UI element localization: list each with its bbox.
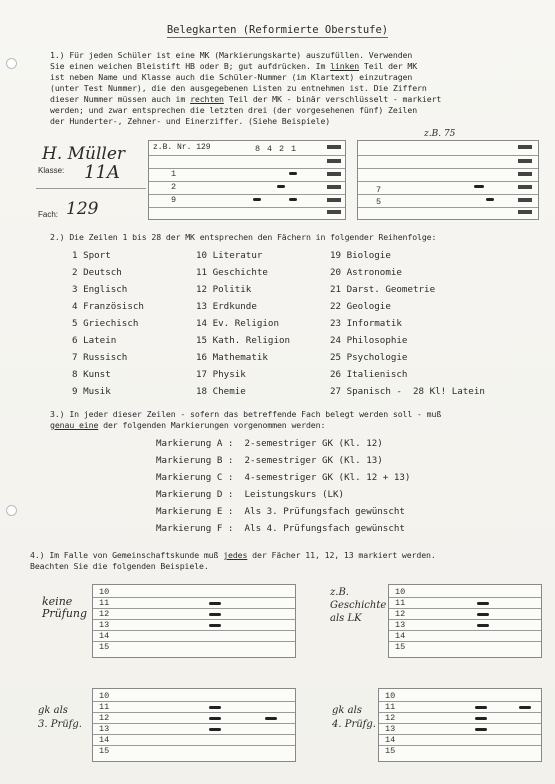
subject-item: 14 Ev. Religion [196,318,279,329]
digit-ones: 9 [171,195,177,205]
s2-intro: 2.) Die Zeilen 1 bis 28 der MK entsprechen den Fächern in folgender Reihenfolge: [50,232,437,242]
subject-item: 18 Chemie [196,386,246,397]
row-num: 12 [99,713,110,723]
divider [36,188,146,189]
row-num: 13 [99,724,110,734]
row-num: 10 [99,587,110,597]
subject-item: 7 Russisch [72,352,128,363]
s1-line3: ist neben Name und Klasse auch die Schüler-Nummer (im Klartext) einzutragen [50,72,413,82]
row-num: 13 [385,724,396,734]
subject-item: 10 Literatur [196,250,263,261]
row-num: 11 [99,598,110,608]
row-num: 12 [395,609,406,619]
ex1-note: keine Prüfung [42,595,88,620]
row-num: 13 [99,620,110,630]
digit-right-ones: 5 [376,197,382,207]
s1-line4: (unter Test Nummer), die den ausgegebenen Listen zu entnehmen ist. Die Ziffern [50,83,427,93]
s1-line7: der Hunderter-, Zehner- und Einerziffer. (Siehe Beispiele) [50,116,331,126]
subject-item: 2 Deutsch [72,267,122,278]
s1-line5: dieser Nummer müssen auch im rechten Teil der MK - binär verschlüsselt - markiert [50,94,442,104]
bit-1: 1 [291,144,297,154]
row-num: 15 [385,746,396,756]
digit-tens: 2 [171,182,177,192]
subject-item: 20 Astronomie [330,267,402,278]
s1-line1: 1.) Für jeden Schüler ist eine MK (Markierungskarte) auszufüllen. Verwenden [50,50,413,60]
s4-line1: 4.) Im Falle von Gemeinschaftskunde muß jedes der Fächer 11, 12, 13 markiert werden. [30,550,436,560]
subject-item: 3 Englisch [72,284,128,295]
row-num: 11 [385,702,396,712]
row-num: 15 [99,642,110,652]
s1-line6: werden; und zwar entsprechen die letzten drei (der vorgesehenen fünf) Zeilen [50,105,418,115]
row-num: 10 [395,587,406,597]
s3-line2: genau eine der folgenden Markierungen vorgenommen werden: [50,420,326,430]
digit-right-tens: 7 [376,185,382,195]
row-num: 12 [385,713,396,723]
page-title: Belegkarten (Reformierte Oberstufe) [166,24,389,36]
bit-4: 4 [267,144,273,154]
marking-item: Markierung E : Als 3. Prüfungsfach gewünscht [156,506,405,517]
subject-item: 21 Darst. Geometrie [330,284,436,295]
row-num: 14 [99,631,110,641]
punch-hole-top [6,58,17,69]
ex2-note: z.B. Geschichte als LK [330,587,387,624]
bit-2: 2 [279,144,285,154]
row-num: 15 [99,746,110,756]
example-card-2 [388,584,542,658]
subject-item: 23 Informatik [330,318,402,329]
subject-item: 9 Musik [72,386,111,397]
subject-item: 8 Kunst [72,369,111,380]
example-card-1 [92,584,296,658]
ex3-note: gk als 3. Prüfg. [38,705,82,730]
subject-item: 16 Mathematik [196,352,268,363]
row-num: 15 [395,642,406,652]
s1-line2: Sie einen weichen Bleistift HB oder B; gut aufdrücken. Im linken Teil der MK [50,61,418,71]
mark-card-right [357,129,539,220]
row-num: 10 [99,691,110,701]
subject-item: 26 Italienisch [330,369,408,380]
subject-item: 22 Geologie [330,301,391,312]
example-card-4 [378,688,542,762]
subject-item: 15 Kath. Religion [196,335,291,346]
handwritten-fach: 129 [66,199,99,219]
row-num: 14 [99,735,110,745]
mark-card-left [148,140,346,220]
klasse-label: Klasse: [38,166,65,175]
punch-hole-bottom [6,505,17,516]
example-card-3 [92,688,296,762]
subject-item: 11 Geschichte [196,267,268,278]
marking-item: Markierung F : Als 4. Prüfungsfach gewünscht [156,523,405,534]
handwritten-name: H. Müller [42,144,126,164]
marking-item: Markierung D : Leistungskurs (LK) [156,489,345,500]
card-right-header: z.B. 75 [424,129,456,139]
fach-label: Fach: [38,210,59,219]
handwritten-klasse: 11A [84,162,120,183]
subject-item: 13 Erdkunde [196,301,257,312]
subject-item: 24 Philosophie [330,335,408,346]
s3-line1: 3.) In jeder dieser Zeilen - sofern das betreffende Fach belegt werden soll - muß [50,409,442,419]
s4-line2: Beachten Sie die folgenden Beispiele. [30,561,209,571]
subject-item: 1 Sport [72,250,111,261]
bit-8: 8 [255,144,261,154]
row-num: 13 [395,620,406,630]
row-num: 11 [99,702,110,712]
subject-item: 17 Physik [196,369,246,380]
card-number-header: z.B. Nr. 129 [153,143,211,152]
subject-item: 12 Politik [196,284,252,295]
subject-item: 25 Psychologie [330,352,408,363]
ex4-note: gk als 4. Prüfg. [332,705,376,730]
subject-item: 5 Griechisch [72,318,139,329]
marking-item: Markierung A : 2-semestriger GK (Kl. 12) [156,438,383,449]
row-num: 14 [395,631,406,641]
subject-item: 19 Biologie [330,250,391,261]
marking-item: Markierung B : 2-semestriger GK (Kl. 13) [156,455,383,466]
marking-item: Markierung C : 4-semestriger GK (Kl. 12 + 13) [156,472,411,483]
row-num: 12 [99,609,110,619]
row-num: 11 [395,598,406,608]
row-num: 10 [385,691,396,701]
subject-item: 27 Spanisch - 28 Kl! Latein [330,386,485,397]
row-num: 14 [385,735,396,745]
subject-item: 6 Latein [72,335,117,346]
subject-item: 4 Französisch [72,301,144,312]
digit-hundreds: 1 [171,169,177,179]
